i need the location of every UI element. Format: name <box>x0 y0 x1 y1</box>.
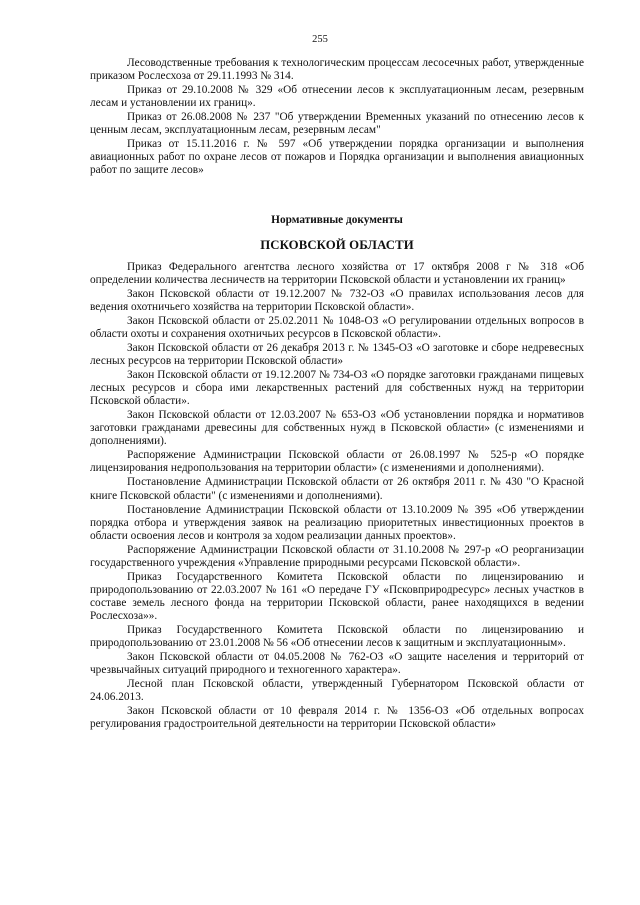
paragraph: Приказ Федерального агентства лесного хозяйства от 17 октября 2008 г № 318 «Об определении количества лесничеств на территории Псковской области и установлении их границ» <box>90 260 584 286</box>
paragraph: Закон Псковской области от 10 февраля 2014 г. № 1356-ОЗ «Об отдельных вопросах регулирования градостроительной деятельности на территории Псковской области» <box>90 705 584 731</box>
paragraph: Приказ Государственного Комитета Псковской области по лицензированию и природопользованию от 23.01.2008 № 56 «Об отнесении лесов к защитным и эксплуатационным». <box>90 624 584 650</box>
paragraph: Приказ от 15.11.2016 г. № 597 «Об утверждении порядка организации и выполнения авиационных работ по охране лесов от пожаров и Порядка организации и выполнения авиационных работ по защите лесов» <box>90 138 584 177</box>
paragraph: Лесоводственные требования к технологическим процессам лесосечных работ, утвержденные приказом Рослесхоза от 29.11.1993 № 314. <box>90 57 584 83</box>
paragraph: Закон Псковской области от 12.03.2007 № 653-ОЗ «Об установлении порядка и нормативов заготовки гражданами древесины для собственных нужд в Псковской области» (с изменениями и дополнениями). <box>90 409 584 448</box>
top-paragraphs <box>90 57 584 178</box>
region-paragraphs <box>90 261 584 732</box>
paragraph: Приказ Государственного Комитета Псковской области по лицензированию и природопользованию от 22.03.2007 № 161 «О передаче ГУ «Псковприродресурс» лесных участков в составе земель лесного фонда на территории Псковской области, ранее находящихся в ведении Рослесхоза»». <box>90 570 584 623</box>
paragraph: Закон Псковской области от 04.05.2008 № 762-ОЗ «О защите населения и территорий от чрезвычайных ситуаций природного и техногенного характера». <box>90 651 584 677</box>
paragraph: Постановление Администрации Псковской области от 26 октября 2011 г. № 430 "О Красной книге Псковской области" (с изменениями и дополнениями). <box>90 476 584 502</box>
paragraph: Лесной план Псковской области, утвержденный Губернатором Псковской области от 24.06.2013. <box>90 678 584 704</box>
paragraph: Приказ от 29.10.2008 № 329 «Об отнесении лесов к эксплуатационным лесам, резервным лесам и установлении их границ». <box>90 84 584 110</box>
paragraph: Распоряжение Администрации Псковской области от 26.08.1997 № 525-р «О порядке лицензирования недропользования на территории области» (с изменениями и дополнениями). <box>90 449 584 475</box>
paragraph: Закон Псковской области от 25.02.2011 № 1048-ОЗ «О регулировании отдельных вопросов в области охоты и сохранения охотничьих ресурсов в Псковской области». <box>90 314 584 340</box>
paragraph: Приказ от 26.08.2008 № 237 "Об утверждении Временных указаний по отнесению лесов к ценным лесам, эксплуатационным лесам, резервным лесам" <box>90 111 584 137</box>
paragraph: Постановление Администрации Псковской области от 13.10.2009 № 395 «Об утверждении порядка отбора и утверждения заявок на реализацию приоритетных инвестиционных проектов в области освоения лесов и контроля за ходом реализации данных проектов». <box>90 503 584 542</box>
paragraph: Закон Псковской области от 19.12.2007 № 732-ОЗ «О правилах использования лесов для ведения охотничьего хозяйства на территории Псковской области». <box>90 287 584 313</box>
page-content <box>90 57 584 732</box>
paragraph: Закон Псковской области от 19.12.2007 № 734-ОЗ «О порядке заготовки гражданами пищевых лесных ресурсов и сбора ими лекарственных растений для собственных нужд на территории Псковской области». <box>90 369 584 408</box>
section-heading: Нормативные документы <box>271 213 403 226</box>
region-heading: ПСКОВСКОЙ ОБЛАСТИ <box>260 237 414 252</box>
paragraph: Закон Псковской области от 26 декабря 2013 г. № 1345-ОЗ «О заготовке и сборе недревесных лесных ресурсов на территории Псковской области» <box>90 341 584 368</box>
paragraph: Распоряжение Администрации Псковской области от 31.10.2008 № 297-р «О реорганизации государственного учреждения «Управление природными ресурсами Псковской области». <box>90 543 584 569</box>
page-number: 255 <box>312 34 328 45</box>
